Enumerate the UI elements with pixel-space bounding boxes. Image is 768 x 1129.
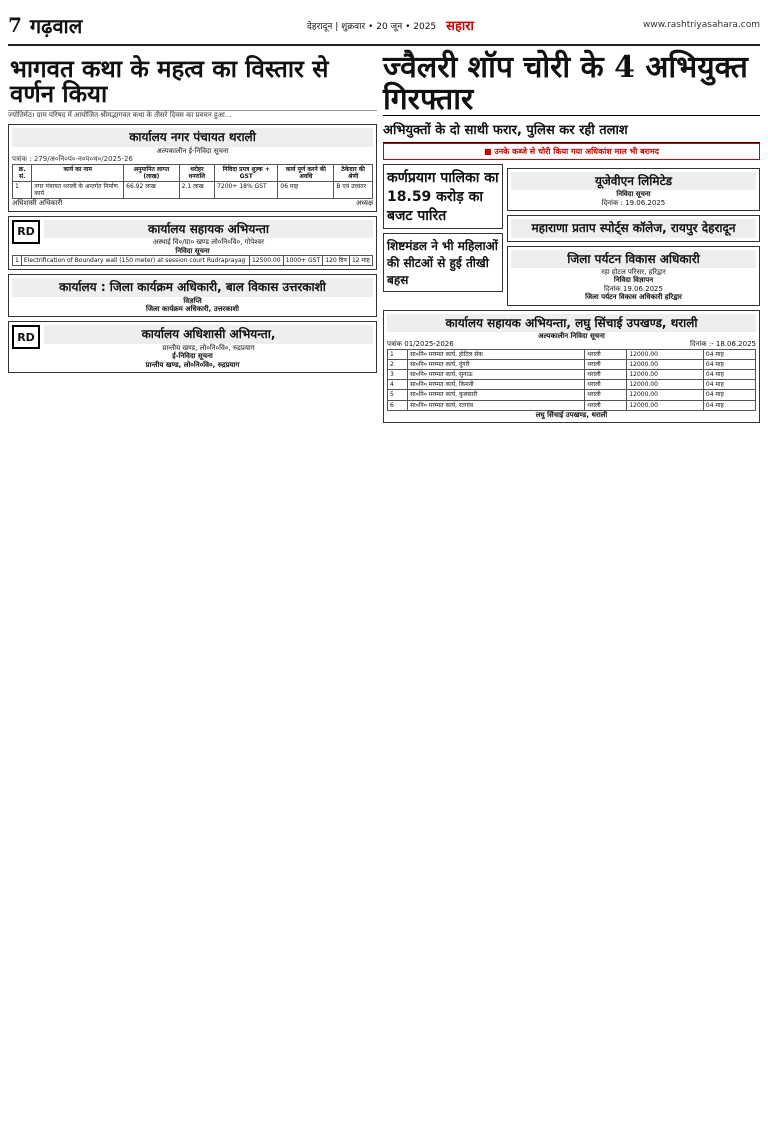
rudraprayag-ad <box>8 321 377 373</box>
table-row: 1 सा०नि० मरम्मत कार्य, होटिल सेक थराली 12000.00 04 माह <box>388 349 756 359</box>
pwd-logo-icon: RD <box>12 325 40 349</box>
rudraprayag-header <box>12 325 373 352</box>
ujvn-ad <box>507 168 760 211</box>
ujvn-date: दिनांक : 19.06.2025 <box>601 198 666 207</box>
haridwar-sign: जिला पर्यटन विकास अधिकारी हरिद्वार <box>585 293 682 302</box>
katha-headline: भागवत कथा के महत्व का विस्तार से वर्णन किया <box>8 52 377 111</box>
gopeshwar-subtitle: अस्थाई वि०/ग्रा० खण्ड लो०नि०वि०, गोपेश्वर <box>152 238 265 247</box>
col-class: ठेकेदार की श्रेणी <box>334 164 373 181</box>
masthead <box>8 6 760 46</box>
tharali-signatures <box>12 199 373 207</box>
ujvn-notice: निविदा सूचना <box>616 190 651 199</box>
brand-logo: सहारा <box>446 19 474 34</box>
sign-right: अध्यक्ष <box>355 199 374 208</box>
minor-irrigation-title: कार्यालय सहायक अभियन्ता, लघु सिंचाई उपखण्ड, थराली <box>387 314 756 332</box>
college-ad <box>507 215 760 241</box>
table-row: 6 सा०नि० मरम्मत कार्य, रतगांव थराली 12000.00 04 माह <box>388 400 756 410</box>
haridwar-ad <box>507 246 760 306</box>
rudraprayag-subtitle: प्रान्तीय खण्ड, लो०नि०वि०, रुद्रप्रयाग <box>162 343 255 352</box>
gopeshwar-header <box>12 220 373 247</box>
jewellery-headline: ज्वैलरी शॉप चोरी के 4 अभियुक्त गिरफ्तार <box>383 50 748 117</box>
rudraprayag-title: कार्यालय अधिशासी अभियन्ता, <box>44 325 373 343</box>
col-cost: अनुमानित लागत (लाख) <box>124 164 180 181</box>
table-row: 2 सा०नि० मरम्मत कार्य, दूंगरी थराली 12000.00 04 माह <box>388 359 756 369</box>
right-column <box>383 52 760 423</box>
shishtmandal-headline: शिष्टमंडल ने भी महिलाओं की सीटओं से हुई तीखी बहस <box>383 233 503 292</box>
gopeshwar-table <box>12 255 373 266</box>
col-fee: निविदा प्रपत्र शुल्क + GST <box>215 164 278 181</box>
rudraprayag-notice: ई-निविदा सूचना <box>172 352 213 361</box>
minor-irrigation-date: दिनांक :- 18.06.2025 <box>689 340 756 349</box>
karnprayag-headline: कर्णप्रयाग पालिका का 18.59 करोड़ का बजट पारित <box>383 164 503 229</box>
sign-left: अधिशासी अधिकारी <box>12 199 63 208</box>
gopeshwar-title: कार्यालय सहायक अभियन्ता <box>44 220 373 238</box>
columns <box>8 52 760 423</box>
uttarkashi-title: कार्यालय : जिला कार्यक्रम अधिकारी, बाल विकास उत्तरकाशी <box>12 278 373 296</box>
tharali-title: कार्यालय नगर पंचायत थराली <box>12 128 373 146</box>
gopeshwar-ad <box>8 216 377 270</box>
college-title: महाराणा प्रताप स्पोर्ट्स कॉलेज, रायपुर देहरादून <box>511 219 756 237</box>
minor-irrigation-notice: अल्पकालीन निविदा सूचना <box>538 331 605 340</box>
haridwar-title: जिला पर्यटन विकास अधिकारी <box>511 250 756 268</box>
right-ads <box>507 164 760 306</box>
jewellery-subtitle: अभियुक्तों के दो साथी फरार, पुलिस कर रही तलाश <box>383 115 760 143</box>
minor-irrigation-table <box>387 349 756 411</box>
jewellery-highlight: ■ उनके कब्जे से चोरी किया गया अधिकांश माल भी बरामद <box>383 143 760 160</box>
pwd-logo-icon: RD <box>12 220 40 244</box>
uttarkashi-notice: विज्ञप्ति <box>183 296 202 305</box>
uttarkashi-sign: जिला कार्यक्रम अधिकारी, उत्तरकाशी <box>146 304 239 313</box>
uttarkashi-ad <box>8 274 377 317</box>
table-row: 3 सा०नि० मरम्मत कार्य, सुनाऊ थराली 12000.00 04 माह <box>388 370 756 380</box>
haridwar-date: दिनांक 19.06.2025 <box>604 284 663 293</box>
table-row: 1 नगर पंचायत थराली के अन्तर्गत निर्माण कार्य 66.92 लाख 2.1 लाख 7200+ 18% GST 06 माह B एवं उच्चतर <box>13 182 373 199</box>
col-sno: क्र. सं. <box>13 164 32 181</box>
table-row: 4 सा०नि० मरम्मत कार्य, किमनी थराली 12000.00 04 माह <box>388 380 756 390</box>
minor-irrigation-ref: पत्रांक 01/2025-2026 <box>387 340 454 349</box>
edition-line: देहरादून | शुक्रवार • 20 जून • 2025 <box>307 21 437 32</box>
karnprayag-story <box>383 164 503 306</box>
tharali-ad <box>8 124 377 212</box>
masthead-middle <box>138 16 643 34</box>
left-column <box>8 52 377 423</box>
tharali-ref: पत्रांक : 279/अ०नि०पं०-न०प०थ०/2025-26 <box>12 154 133 163</box>
katha-text: ज्योतिर्मठ। ग्राम परिषद में आयोजित श्रीमद्भागवत कथा के तीसरे दिवस का प्रवचन हुआ... <box>8 111 232 120</box>
minor-irrigation-sign: लघु सिंचाई उपखण्ड, थराली <box>535 410 608 419</box>
rudraprayag-sign: प्रान्तीय खण्ड, लो०नि०वि०, रुद्रप्रयाग <box>145 360 240 369</box>
section-title: गढ़वाल <box>29 13 83 38</box>
minor-irrigation-meta <box>387 340 756 348</box>
haridwar-notice: निविदा विज्ञापन <box>613 276 654 285</box>
haridwar-subtitle: रहा होटल परिसर, हरिद्वार <box>601 267 666 276</box>
table-row: 5 सा०नि० मरम्मत कार्य, कुलसारी थराली 12000.00 04 माह <box>388 390 756 400</box>
minor-irrigation-ad <box>383 310 760 424</box>
section-name <box>8 12 138 39</box>
gopeshwar-notice: निविदा सूचना <box>175 246 210 255</box>
page-number: 7 <box>8 13 22 37</box>
tharali-subtitle: अल्पकालीन ई-निविदा सूचना <box>156 146 229 155</box>
col-period: कार्य पूर्ण करने की अवधि <box>278 164 334 181</box>
col-work: कार्य का नाम <box>32 164 124 181</box>
table-row: 1 Electrification of Boundary wall (150 meter) at session court Rudraprayag 12500.00 1000+ GST 120 दिन 12 माह <box>13 255 373 265</box>
tharali-table <box>12 164 373 200</box>
ujvn-title: यूजेवीएन लिमिटेड <box>511 172 756 190</box>
site-url[interactable]: www.rashtriyasahara.com <box>642 20 760 30</box>
col-deposit: धरोहर धनराशि <box>179 164 214 181</box>
right-lower <box>383 164 760 306</box>
